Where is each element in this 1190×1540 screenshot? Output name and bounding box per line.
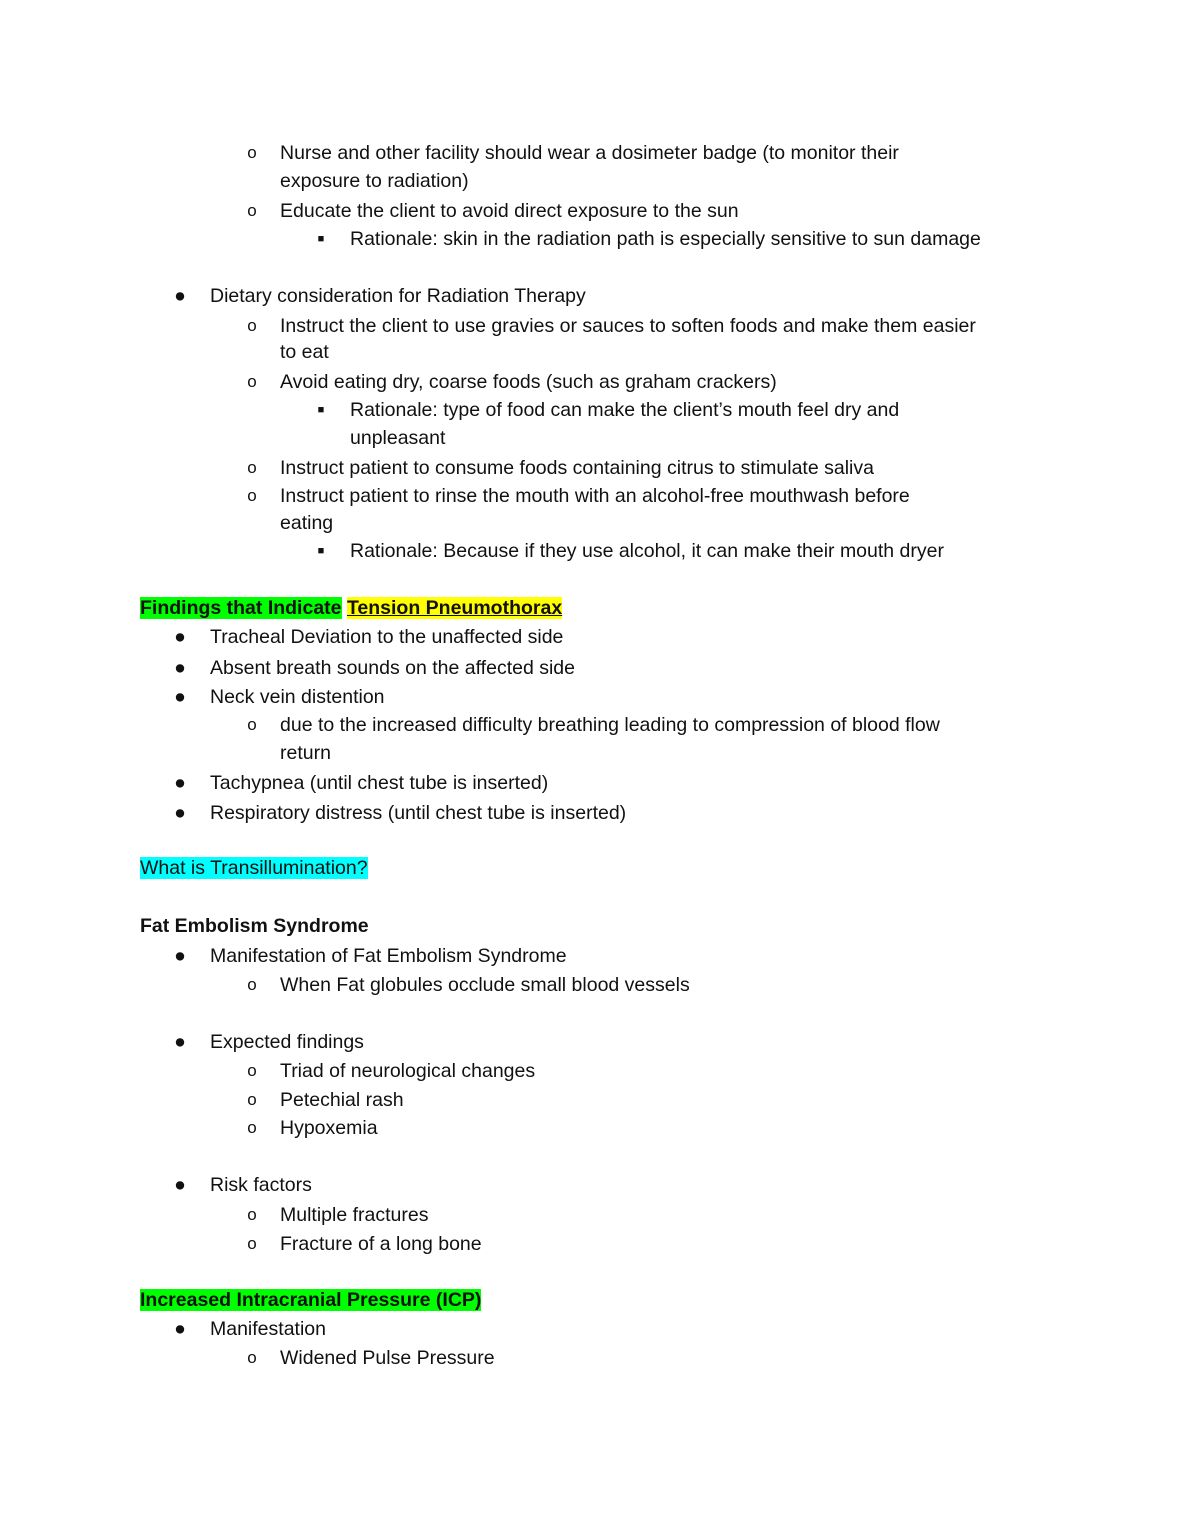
circle-bullet-icon: o [247,1090,257,1109]
list-item: Neck vein distention [210,686,385,708]
list-item: Respiratory distress (until chest tube is inserted) [210,802,627,824]
list-item: Hypoxemia [280,1117,378,1139]
list-item: Educate the client to avoid direct exposure to the sun [280,200,739,222]
list-item: Instruct patient to rinse the mouth with an alcohol-free mouthwash before [280,485,910,507]
list-item: Expected findings [210,1031,364,1053]
circle-bullet-icon: o [247,1061,257,1080]
square-bullet-icon: ■ [317,404,325,416]
circle-bullet-icon: o [247,1348,257,1367]
list-item: Rationale: type of food can make the client’s mouth feel dry and [350,399,900,421]
list-item: Dietary consideration for Radiation Therapy [210,285,586,307]
heading-part-tension-pneumothorax: Tension Pneumothorax [346,597,563,619]
circle-bullet-icon: o [247,715,257,734]
square-bullet-icon: ■ [317,545,325,557]
section-heading-transillumination [140,854,368,882]
circle-bullet-icon: o [247,143,257,162]
list-item-continuation: exposure to radiation) [280,170,469,192]
circle-bullet-icon: o [247,372,257,391]
list-item: When Fat globules occlude small blood vessels [280,974,690,996]
list-item: Widened Pulse Pressure [280,1347,495,1369]
disc-bullet-icon: ● [174,285,186,307]
list-item: Rationale: skin in the radiation path is especially sensitive to sun damage [350,228,981,250]
list-item: Triad of neurological changes [280,1060,536,1082]
section-heading-pneumothorax [140,594,562,622]
circle-bullet-icon: o [247,1234,257,1253]
circle-bullet-icon: o [247,201,257,220]
heading-text: Increased Intracranial Pressure (ICP) [140,1289,482,1311]
heading-text: What is Transillumination? [140,857,368,879]
list-item: Manifestation of Fat Embolism Syndrome [210,945,567,967]
circle-bullet-icon: o [247,1205,257,1224]
heading-part-findings: Findings that Indicate [140,597,342,619]
disc-bullet-icon: ● [174,686,186,708]
list-item: Instruct the client to use gravies or sauces to soften foods and make them easier [280,315,976,337]
disc-bullet-icon: ● [174,1174,186,1196]
list-item: Instruct patient to consume foods containing citrus to stimulate saliva [280,457,874,479]
list-item: Risk factors [210,1174,312,1196]
disc-bullet-icon: ● [174,1318,186,1340]
square-bullet-icon: ■ [317,233,325,245]
circle-bullet-icon: o [247,316,257,335]
disc-bullet-icon: ● [174,945,186,967]
list-item: Fracture of a long bone [280,1233,482,1255]
list-item: due to the increased difficulty breathing leading to compression of blood flow [280,714,940,736]
list-item: Petechial rash [280,1089,404,1111]
list-item-continuation: to eat [280,341,329,363]
disc-bullet-icon: ● [174,772,186,794]
circle-bullet-icon: o [247,458,257,477]
list-item-continuation: unpleasant [350,427,446,449]
list-item: Nurse and other facility should wear a dosimeter badge (to monitor their [280,142,899,164]
list-item: Multiple fractures [280,1204,429,1226]
disc-bullet-icon: ● [174,657,186,679]
list-item-continuation: eating [280,512,334,534]
list-item: Manifestation [210,1318,326,1340]
disc-bullet-icon: ● [174,802,186,824]
list-item-continuation: return [280,742,331,764]
list-item: Tracheal Deviation to the unaffected side [210,626,564,648]
list-item: Absent breath sounds on the affected side [210,657,575,679]
circle-bullet-icon: o [247,1118,257,1137]
section-heading-fat-embolism: Fat Embolism Syndrome [140,915,369,937]
circle-bullet-icon: o [247,975,257,994]
section-heading-icp [140,1286,481,1314]
list-item: Tachypnea (until chest tube is inserted) [210,772,549,794]
list-item: Avoid eating dry, coarse foods (such as graham crackers) [280,371,777,393]
disc-bullet-icon: ● [174,626,186,648]
circle-bullet-icon: o [247,486,257,505]
list-item: Rationale: Because if they use alcohol, it can make their mouth dryer [350,540,944,562]
disc-bullet-icon: ● [174,1031,186,1053]
